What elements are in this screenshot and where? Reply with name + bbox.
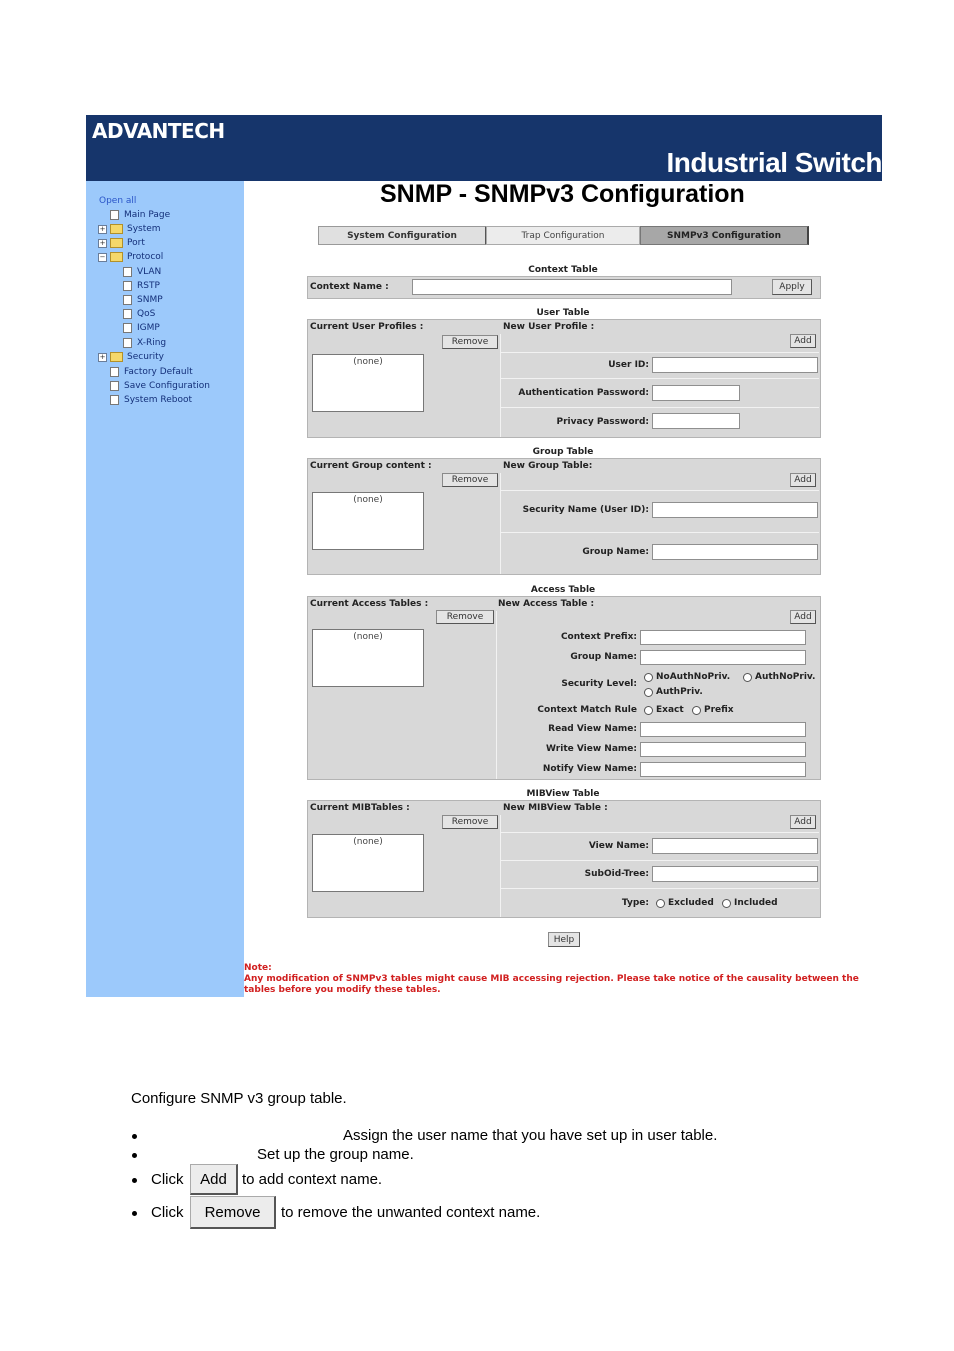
sidebar-item-label: X-Ring (137, 338, 167, 348)
bullet2-text: Set up the group name. (257, 1146, 414, 1163)
security-level-authnopriv[interactable]: AuthNoPriv. (743, 672, 815, 682)
access-group-name-label: Group Name: (570, 652, 637, 662)
sidebar-item-label: QoS (137, 309, 156, 319)
page-icon (123, 323, 132, 333)
group-table-title: Group Table (532, 447, 594, 457)
divider (501, 407, 819, 408)
sidebar-item-label: Protocol (127, 252, 164, 262)
access-remove-button[interactable]: Remove (436, 610, 494, 624)
user-add-button[interactable]: Add (790, 334, 816, 348)
remove-description: to remove the unwanted context name. (281, 1204, 541, 1221)
access-group-name-input[interactable] (640, 650, 806, 665)
page-icon (123, 281, 132, 291)
new-access-table-label: New Access Table : (498, 599, 595, 609)
mibview-table-title: MIBView Table (526, 789, 600, 799)
sidebar-item-label: VLAN (137, 267, 162, 277)
notify-view-name-label: Notify View Name: (542, 764, 637, 774)
tab-label: SNMPv3 Configuration (666, 230, 782, 241)
click-text: Click (151, 1171, 184, 1188)
context-match-rule-label: Context Match Rule (537, 705, 637, 715)
page-icon (123, 338, 132, 348)
sidebar-item-label: Save Configuration (124, 381, 210, 391)
access-table-panel (307, 596, 821, 780)
user-table-panel (307, 319, 821, 438)
group-content-list[interactable]: (none) (312, 492, 424, 550)
security-name-input[interactable] (652, 502, 818, 518)
write-view-name-label: Write View Name: (546, 744, 637, 754)
help-button[interactable]: Help (548, 932, 580, 947)
sidebar-item-label: Factory Default (124, 367, 193, 377)
divider (500, 334, 501, 437)
current-group-content-label: Current Group content : (310, 461, 432, 471)
bullet (132, 1153, 137, 1158)
sidebar-item-factory-default[interactable] (110, 367, 193, 377)
divider (501, 860, 819, 861)
sidebar-item-protocol[interactable] (98, 252, 163, 262)
sidebar-item-label: System Reboot (124, 395, 193, 405)
context-table-panel (307, 276, 821, 299)
access-tables-list[interactable]: (none) (312, 629, 424, 687)
sidebar-item-qos[interactable] (123, 309, 155, 319)
page-icon (110, 210, 119, 220)
mibtables-list[interactable]: (none) (312, 834, 424, 892)
security-level-authpriv[interactable]: AuthPriv. (644, 687, 703, 697)
radio-icon (743, 673, 752, 682)
current-access-tables-label: Current Access Tables : (310, 599, 429, 609)
expand-icon[interactable]: + (99, 224, 106, 233)
mibview-add-button[interactable]: Add (790, 815, 816, 829)
security-level-noauthnopriv[interactable]: NoAuthNoPriv. (644, 672, 730, 682)
divider (500, 473, 501, 574)
divider (501, 352, 819, 353)
warning-note (244, 963, 884, 996)
type-included[interactable]: Included (722, 898, 778, 908)
radio-icon (644, 706, 653, 715)
page-icon (123, 267, 132, 277)
sidebar-item-label: RSTP (137, 281, 160, 291)
new-user-profile-label: New User Profile : (503, 322, 595, 332)
sidebar-item-vlan[interactable] (123, 267, 161, 277)
read-view-name-label: Read View Name: (548, 724, 637, 734)
sidebar-tree (86, 181, 244, 997)
bullet (132, 1211, 137, 1216)
group-table-panel (307, 458, 821, 575)
divider (501, 888, 819, 889)
folder-icon (110, 238, 123, 248)
radio-icon (722, 899, 731, 908)
user-id-input[interactable] (652, 357, 818, 373)
view-name-label: View Name: (588, 841, 649, 851)
sidebar-item-label: Main Page (124, 210, 171, 220)
group-add-button[interactable]: Add (790, 473, 816, 487)
type-label: Type: (621, 898, 649, 908)
radio-icon (644, 673, 653, 682)
advantech-logo: ADVANTECH (92, 119, 225, 143)
divider (501, 832, 819, 833)
collapse-icon[interactable]: − (99, 252, 106, 261)
sidebar-item-label: Open all (99, 196, 137, 206)
sidebar-item-open-all[interactable] (99, 196, 136, 206)
folder-open-icon (110, 252, 123, 262)
group-name-input[interactable] (652, 544, 818, 560)
radio-icon (692, 706, 701, 715)
auth-password-label: Authentication Password: (518, 388, 649, 398)
bullet1-text: Assign the user name that you have set up in user table. (343, 1127, 718, 1144)
sidebar-item-system-reboot[interactable] (110, 395, 192, 405)
divider (500, 815, 501, 917)
sidebar-item-save-configuration[interactable] (110, 381, 210, 391)
bullet (132, 1134, 137, 1139)
suboid-tree-label: SubOid-Tree: (584, 869, 649, 879)
context-name-input[interactable] (412, 279, 732, 295)
bullet (132, 1178, 137, 1183)
context-name-label: Context Name : (310, 282, 389, 292)
user-id-label: User ID: (608, 360, 649, 370)
group-remove-button[interactable]: Remove (442, 473, 498, 487)
sidebar-item-snmp[interactable] (123, 295, 163, 305)
add-description: to add context name. (242, 1171, 383, 1188)
context-prefix-label: Context Prefix: (560, 632, 637, 642)
header-brand: Industrial Switch (666, 147, 882, 178)
context-prefix-input[interactable] (640, 630, 806, 645)
divider (501, 490, 819, 491)
sidebar-item-port[interactable] (98, 238, 145, 248)
tab-snmpv3-configuration[interactable] (640, 226, 809, 245)
divider (496, 611, 497, 779)
tab-label: Trap Configuration (521, 230, 605, 241)
page-title: SNMP - SNMPv3 Configuration (380, 180, 745, 208)
app-header (86, 115, 882, 181)
type-excluded[interactable]: Excluded (656, 898, 714, 908)
access-add-button[interactable]: Add (790, 610, 816, 624)
radio-icon (644, 688, 653, 697)
group-name-label: Group Name: (582, 547, 649, 557)
tab-system-configuration[interactable] (318, 226, 487, 245)
sidebar-item-main-page[interactable] (110, 210, 170, 220)
expand-icon[interactable]: + (99, 352, 106, 361)
match-rule-prefix[interactable]: Prefix (692, 705, 734, 715)
notify-view-name-input[interactable] (640, 762, 806, 777)
click-text: Click (151, 1204, 184, 1221)
mibview-table-panel (307, 800, 821, 918)
context-table-title: Context Table (528, 265, 598, 275)
sidebar-item-label: Security (127, 352, 164, 362)
divider (501, 378, 819, 379)
user-table-title: User Table (536, 308, 590, 318)
view-name-input[interactable] (652, 838, 818, 854)
sidebar-item-security[interactable] (98, 352, 164, 362)
sidebar-item-label: System (127, 224, 161, 234)
page-icon (110, 381, 119, 391)
match-rule-exact[interactable]: Exact (644, 705, 684, 715)
new-group-table-label: New Group Table: (503, 461, 593, 471)
sidebar-item-igmp[interactable] (123, 323, 160, 333)
new-mibview-table-label: New MIBView Table : (503, 803, 608, 813)
sidebar-item-label: SNMP (137, 295, 163, 305)
privacy-password-input[interactable] (652, 413, 740, 429)
current-mibtables-label: Current MIBTables : (310, 803, 410, 813)
page-icon (110, 395, 119, 405)
auth-password-input[interactable] (652, 385, 740, 401)
doc-add-button[interactable]: Add (190, 1164, 238, 1195)
note-text: Any modification of SNMPv3 tables might cause MIB accessing rejection. Please take notice of the causality between the tables before you modify these tables. (244, 974, 859, 995)
apply-button[interactable]: Apply (772, 279, 812, 295)
page-icon (123, 309, 132, 319)
page-icon (123, 295, 132, 305)
doc-remove-button[interactable]: Remove (190, 1196, 276, 1229)
expand-icon[interactable]: + (99, 238, 106, 247)
tab-trap-configuration[interactable] (486, 226, 640, 245)
sidebar-item-label: Port (127, 238, 145, 248)
sidebar-item-label: IGMP (137, 323, 160, 333)
suboid-tree-input[interactable] (652, 866, 818, 882)
folder-icon (110, 352, 123, 362)
radio-icon (656, 899, 665, 908)
user-remove-button[interactable]: Remove (442, 335, 498, 349)
read-view-name-input[interactable] (640, 722, 806, 737)
write-view-name-input[interactable] (640, 742, 806, 757)
folder-icon (110, 224, 123, 234)
sidebar-item-rstp[interactable] (123, 281, 160, 291)
tab-label: System Configuration (347, 230, 457, 241)
page-icon (110, 367, 119, 377)
security-level-label: Security Level: (561, 679, 637, 689)
current-user-profiles-label: Current User Profiles : (310, 322, 424, 332)
divider (501, 532, 819, 533)
mibview-remove-button[interactable]: Remove (442, 815, 498, 829)
intro-text: Configure SNMP v3 group table. (131, 1090, 347, 1107)
access-table-title: Access Table (530, 585, 596, 595)
user-profiles-list[interactable]: (none) (312, 354, 424, 412)
note-title: Note: (244, 963, 272, 973)
sidebar-item-system[interactable] (98, 224, 161, 234)
security-name-label: Security Name (User ID): (522, 505, 649, 515)
privacy-password-label: Privacy Password: (556, 417, 649, 427)
sidebar-item-x-ring[interactable] (123, 338, 166, 348)
